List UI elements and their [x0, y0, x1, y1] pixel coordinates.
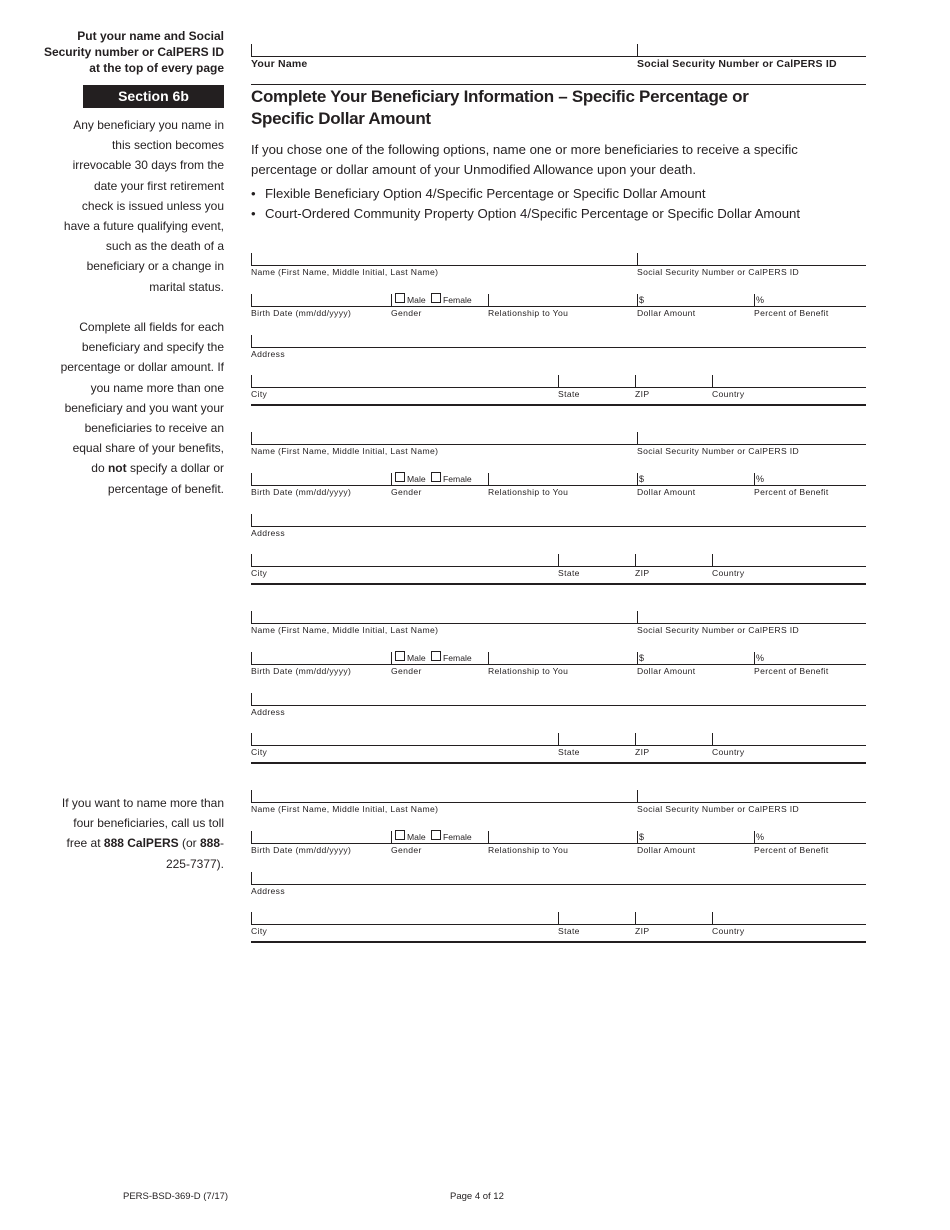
address-label: Address	[251, 528, 285, 538]
sidebar-irrevocable-note: Any beneficiary you name in this section becomes irrevocable 30 days from the date your first retirement check is issued unless you have a future qualifying event, such as the death of a beneficiary or a change in marital status.	[63, 118, 224, 294]
field-tick	[712, 375, 713, 387]
male-label: Male	[407, 653, 426, 663]
sidebar-more-beneficiaries-note: If you want to name more than four beneficiaries, call us toll free at 888 CalPERS (or 888-225-7377).	[61, 796, 224, 871]
female-checkbox[interactable]	[431, 472, 441, 482]
field-tick	[637, 294, 638, 306]
address-label: Address	[251, 349, 285, 359]
zip-label: ZIP	[635, 568, 650, 578]
gender-label: Gender	[391, 308, 422, 318]
field-tick	[558, 912, 559, 924]
percent-symbol: %	[756, 474, 765, 484]
male-checkbox[interactable]	[395, 472, 405, 482]
city-label: City	[251, 747, 268, 757]
female-label: Female	[443, 295, 472, 305]
option-list-item: • Flexible Beneficiary Option 4/Specific Percentage or Specific Dollar Amount	[251, 184, 871, 204]
gender-label: Gender	[391, 845, 422, 855]
birth-gender-amount-row[interactable]	[251, 485, 866, 486]
field-tick	[637, 652, 638, 664]
field-tick	[391, 831, 392, 843]
beneficiary-name-field[interactable]	[251, 802, 866, 803]
state-label: State	[558, 568, 580, 578]
page-number: Page 4 of 12	[450, 1191, 504, 1202]
female-checkbox[interactable]	[431, 830, 441, 840]
field-tick	[635, 554, 636, 566]
city-state-zip-row[interactable]	[251, 924, 866, 925]
male-checkbox[interactable]	[395, 293, 405, 303]
field-tick	[637, 831, 638, 843]
block-divider	[251, 762, 866, 764]
birth-date-label: Birth Date (mm/dd/yyyy)	[251, 845, 352, 855]
city-state-zip-row[interactable]	[251, 387, 866, 388]
section-title: Complete Your Beneficiary Information – Specific Percentage or Specific Dollar Amount	[251, 87, 749, 128]
female-label: Female	[443, 474, 472, 484]
ssn-field-label: Social Security Number or CalPERS ID	[637, 267, 800, 277]
field-tick	[251, 375, 252, 387]
female-checkbox[interactable]	[431, 651, 441, 661]
beneficiary-name-field[interactable]	[251, 623, 866, 624]
female-label: Female	[443, 653, 472, 663]
male-checkbox[interactable]	[395, 830, 405, 840]
form-id: PERS-BSD-369-D (7/17)	[123, 1191, 229, 1202]
field-tick	[391, 473, 392, 485]
state-label: State	[558, 389, 580, 399]
field-tick	[251, 473, 252, 485]
ssn-label: Social Security Number or CalPERS ID	[637, 58, 837, 70]
male-label: Male	[407, 832, 426, 842]
option-list-item: • Court-Ordered Community Property Option 4/Specific Percentage or Specific Dollar Amount	[251, 204, 871, 224]
sidebar-complete-fields-note: Complete all fields for each beneficiary and specify the percentage or dollar amount. If you name more than one beneficiary and you want your beneficiaries to receive an equal share of your benefits, do not specify a dollar or percentage of benefit.	[60, 320, 224, 496]
relationship-label: Relationship to You	[488, 666, 569, 676]
name-label: Name (First Name, Middle Initial, Last Name)	[251, 267, 439, 277]
percent-of-benefit-label: Percent of Benefit	[754, 666, 829, 676]
field-tick	[635, 912, 636, 924]
percent-symbol: %	[756, 653, 765, 663]
field-tick	[754, 831, 755, 843]
birth-gender-amount-row[interactable]	[251, 843, 866, 844]
relationship-label: Relationship to You	[488, 487, 569, 497]
section-badge: Section 6b	[83, 85, 224, 108]
percent-symbol: %	[756, 295, 765, 305]
header-instruction: Put your name and Social Security number or CalPERS ID at the top of every page	[43, 29, 224, 75]
beneficiary-block	[251, 611, 866, 771]
field-tick	[635, 375, 636, 387]
country-label: Country	[712, 747, 745, 757]
block-divider	[251, 404, 866, 406]
your-name-label: Your Name	[251, 58, 308, 70]
beneficiary-name-field[interactable]	[251, 265, 866, 266]
field-tick	[391, 294, 392, 306]
state-label: State	[558, 747, 580, 757]
field-tick	[251, 733, 252, 745]
dollar-symbol: $	[639, 832, 645, 842]
field-tick	[635, 733, 636, 745]
ssn-field-label: Social Security Number or CalPERS ID	[637, 804, 800, 814]
field-tick	[488, 473, 489, 485]
field-tick	[754, 473, 755, 485]
percent-of-benefit-label: Percent of Benefit	[754, 845, 829, 855]
dollar-amount-label: Dollar Amount	[637, 666, 696, 676]
field-tick	[251, 912, 252, 924]
percent-symbol: %	[756, 832, 765, 842]
address-field[interactable]	[251, 347, 866, 348]
city-label: City	[251, 389, 268, 399]
dollar-symbol: $	[639, 474, 645, 484]
dollar-symbol: $	[639, 295, 645, 305]
field-tick	[712, 554, 713, 566]
field-tick	[251, 652, 252, 664]
field-tick	[558, 733, 559, 745]
field-tick	[251, 790, 252, 802]
birth-date-label: Birth Date (mm/dd/yyyy)	[251, 666, 352, 676]
address-field[interactable]	[251, 526, 866, 527]
male-label: Male	[407, 474, 426, 484]
country-label: Country	[712, 389, 745, 399]
beneficiary-block	[251, 432, 866, 592]
field-tick	[637, 432, 638, 444]
city-state-zip-row[interactable]	[251, 745, 866, 746]
address-label: Address	[251, 886, 285, 896]
name-label: Name (First Name, Middle Initial, Last Name)	[251, 804, 439, 814]
field-tick	[637, 253, 638, 265]
field-tick	[712, 733, 713, 745]
city-label: City	[251, 926, 268, 936]
field-tick	[488, 831, 489, 843]
field-tick	[251, 335, 252, 347]
dollar-symbol: $	[639, 653, 645, 663]
block-divider	[251, 941, 866, 943]
option-list	[251, 184, 871, 224]
gender-label: Gender	[391, 487, 422, 497]
field-tick	[251, 253, 252, 265]
name-label: Name (First Name, Middle Initial, Last Name)	[251, 625, 439, 635]
female-checkbox[interactable]	[431, 293, 441, 303]
beneficiary-name-field[interactable]	[251, 444, 866, 445]
field-tick	[754, 294, 755, 306]
birth-gender-amount-row[interactable]	[251, 664, 866, 665]
city-state-zip-row[interactable]	[251, 566, 866, 567]
zip-label: ZIP	[635, 747, 650, 757]
field-tick	[251, 611, 252, 623]
header-divider	[251, 84, 866, 85]
female-label: Female	[443, 832, 472, 842]
field-tick	[391, 652, 392, 664]
city-label: City	[251, 568, 268, 578]
field-tick	[637, 473, 638, 485]
address-label: Address	[251, 707, 285, 717]
field-tick	[251, 693, 252, 705]
ssn-field-label: Social Security Number or CalPERS ID	[637, 625, 800, 635]
relationship-label: Relationship to You	[488, 845, 569, 855]
field-tick	[488, 652, 489, 664]
name-label: Name (First Name, Middle Initial, Last Name)	[251, 446, 439, 456]
section-intro: If you chose one of the following options, name one or more beneficiaries to receive a specific percentage or dollar amount of your Unmodified Allowance upon your death.	[251, 142, 798, 177]
ssn-field-label: Social Security Number or CalPERS ID	[637, 446, 800, 456]
gender-label: Gender	[391, 666, 422, 676]
field-tick	[251, 514, 252, 526]
field-tick	[558, 554, 559, 566]
your-name-field[interactable]	[251, 56, 866, 57]
field-tick	[251, 294, 252, 306]
zip-label: ZIP	[635, 926, 650, 936]
percent-of-benefit-label: Percent of Benefit	[754, 308, 829, 318]
field-tick	[251, 831, 252, 843]
your-name-input-tick	[251, 44, 252, 56]
country-label: Country	[712, 568, 745, 578]
male-label: Male	[407, 295, 426, 305]
relationship-label: Relationship to You	[488, 308, 569, 318]
dollar-amount-label: Dollar Amount	[637, 308, 696, 318]
beneficiary-block	[251, 253, 866, 413]
field-tick	[712, 912, 713, 924]
field-tick	[488, 294, 489, 306]
birth-date-label: Birth Date (mm/dd/yyyy)	[251, 487, 352, 497]
field-tick	[558, 375, 559, 387]
dollar-amount-label: Dollar Amount	[637, 487, 696, 497]
address-field[interactable]	[251, 705, 866, 706]
address-field[interactable]	[251, 884, 866, 885]
ssn-input-tick	[637, 44, 638, 56]
birth-date-label: Birth Date (mm/dd/yyyy)	[251, 308, 352, 318]
block-divider	[251, 583, 866, 585]
zip-label: ZIP	[635, 389, 650, 399]
dollar-amount-label: Dollar Amount	[637, 845, 696, 855]
beneficiary-block	[251, 790, 866, 950]
field-tick	[251, 432, 252, 444]
birth-gender-amount-row[interactable]	[251, 306, 866, 307]
country-label: Country	[712, 926, 745, 936]
male-checkbox[interactable]	[395, 651, 405, 661]
field-tick	[637, 790, 638, 802]
state-label: State	[558, 926, 580, 936]
field-tick	[754, 652, 755, 664]
field-tick	[251, 872, 252, 884]
field-tick	[637, 611, 638, 623]
field-tick	[251, 554, 252, 566]
percent-of-benefit-label: Percent of Benefit	[754, 487, 829, 497]
